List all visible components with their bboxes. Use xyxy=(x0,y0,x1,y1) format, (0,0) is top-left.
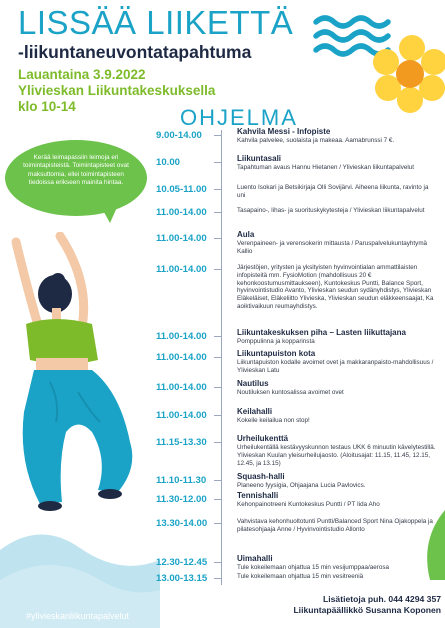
program-time: 11.00-14.00 xyxy=(156,264,207,275)
program-entry-desc: Kokeile keilailua non stop! xyxy=(237,417,310,424)
program-entry xyxy=(237,407,437,425)
program-entry-title: Urheilukenttä xyxy=(237,434,289,443)
program-time: 10.00 xyxy=(156,157,181,168)
program-time: 11.10-11.30 xyxy=(156,475,207,486)
program-entry-desc: Planeeno fyysigia, Ohjaajana Lucia Pavlovics. xyxy=(237,482,366,489)
program-entry-desc: Kehonpainotreeni Kuntokeskus Puntti / PT Iida Aho xyxy=(237,501,380,508)
program-entry xyxy=(237,184,437,200)
program-entry-title: Kahvila Messi - Infopiste xyxy=(237,127,331,136)
program-entry-desc: Pomppulinna ja kopparinsta xyxy=(237,338,315,345)
program-entry xyxy=(237,379,437,397)
program-time: 11.30-12.00 xyxy=(156,494,207,505)
program-entry xyxy=(237,491,437,509)
event-subtitle: -liikuntaneuvontatapahtuma xyxy=(18,42,252,62)
program-time: 11.00-14.00 xyxy=(156,331,207,342)
program-entry xyxy=(237,154,437,172)
program-entry xyxy=(237,127,437,145)
program-entry-desc: Tapahtuman avaus Hannu Hietanen / Ylivieskan liikuntapalvelut xyxy=(237,164,415,171)
program-entry-title: Liikuntakeskuksen piha – Lasten liikuttajana xyxy=(237,328,406,337)
event-date: Lauantaina 3.9.2022 xyxy=(18,67,146,82)
program-entry-title: Squash-halli xyxy=(237,472,285,481)
program-entry-desc: Urheilukentällä kestävyyskunnon testaus UKK 6 minuutin kävelytestillä. Ylivieskan Kuulan yleisurheilujaosto. (Aloitusajat: 11.15, 11.45, 12.15, 12.45, ja 13.15) xyxy=(237,444,436,467)
program-entry xyxy=(237,328,437,346)
program-entry-title: Nautilus xyxy=(237,379,269,388)
program-time: 11.00-14.00 xyxy=(156,382,207,393)
hashtag: #ylivieskanliikuntapalvelut xyxy=(26,611,130,621)
program-entry-desc: Tasapaino-, lihas- ja suorituskykytesteja / Ylivieskan liikuntapalvelut xyxy=(237,207,425,214)
bubble-tail xyxy=(100,205,118,223)
program-time: 13.30-14.00 xyxy=(156,518,208,529)
program-entry xyxy=(237,264,437,311)
program-entry-title: Liikuntapuiston kota xyxy=(237,349,316,358)
program-time: 11.00-14.00 xyxy=(156,410,207,421)
program-entry xyxy=(237,434,437,467)
program-entry-title: Keilahalli xyxy=(237,407,273,416)
program-entry xyxy=(237,472,437,490)
program-entry-title: Tennishalli xyxy=(237,491,279,500)
program-heading: OHJELMA xyxy=(180,105,298,130)
program-entry-title: Uimahalli xyxy=(237,554,273,563)
flower-icon xyxy=(370,34,445,114)
bubble-text: Kerää leimapassiin leimoja eri toimintapisteistä. Toimintapisteet ovat maksuttomia, ellei toimintapisteen tiedoissa erikseen mainita hintaa. xyxy=(23,154,129,187)
program-entry-desc: Liikuntapuiston kodalle avoimet ovet ja makkaranpaisto-mahdollisuus / Ylivieskan Latu xyxy=(237,359,434,374)
program-time: 11.00-14.00 xyxy=(156,233,207,244)
program-time: 11.00-14.00 xyxy=(156,207,207,218)
program-entry xyxy=(237,518,437,534)
program-entry-desc: Noutiluksen kuntosalissa avoimet ovet xyxy=(237,389,344,396)
program-entry-title: Liikuntasali xyxy=(237,154,282,163)
event-title: LISSÄÄ LIIKETTÄ xyxy=(18,4,294,41)
program-time: 12.30-12.45 xyxy=(156,557,208,568)
event-time: klo 10-14 xyxy=(18,99,76,114)
program-entry-desc: Tule kokeilemaan ohjattua 15 min vesitreeniä xyxy=(237,573,364,580)
program-entry-desc: Kahvila palvelee, suolaista ja makeaa. Aamabrunssi 7 €. xyxy=(237,137,395,144)
program-entry xyxy=(237,573,437,581)
program-entry-desc: Tule kokeilemaan ohjattua 15 min vesijumppaa/aerosa xyxy=(237,564,390,571)
event-location: Ylivieskan Liikuntakeskuksella xyxy=(18,83,216,98)
contact-phone: Lisätietoja puh. 044 4294 357 xyxy=(323,594,441,604)
contact-info xyxy=(255,594,441,615)
program-entry xyxy=(237,230,437,256)
program-time: 11.00-14.00 xyxy=(156,352,207,363)
program-time: 11.15-13.30 xyxy=(156,437,207,448)
program-entry xyxy=(237,349,437,375)
program-entry-desc: Vahvistava kehonhuoltotunti Puntti/Balanced Sport Nina Ojakoppela ja pilatesohjaaja Anne / Hyvinvointistudio Allonto xyxy=(237,518,433,533)
program-entry xyxy=(237,207,437,215)
program-entry-desc: Järjestöjen, yritysten ja yksityisten hyvinvointialan ammattilaisten infopisteitä mm. FysioMotion (mahdollisuus 20 € kehonkoostumusmittaukseen), Kuntokeskus Puntti, Balance Sport, hyvinvointistudio Avanto, Ylivieskan seudun sydänyhdistys, Ylivieskan Eläkeläiset, Eläkeliitto Ylivieska, Ylivieskan seudun eläkkeensaajat, Ka aoiktivaikuun reumayhdistys. xyxy=(237,264,434,310)
contact-name: Liikuntapäällikkö Susanna Koponen xyxy=(293,604,441,615)
program-time: 13.00-13.15 xyxy=(156,573,208,584)
program-entry xyxy=(237,554,437,572)
program-time: 10.05-11.00 xyxy=(156,184,207,195)
program-entry-desc: Verenpaineen- ja verensokerin mittausta / Paruspalvelukuntayhtymä Kallio xyxy=(237,240,428,255)
jumping-woman-illustration xyxy=(0,232,175,532)
program-time: 9.00-14.00 xyxy=(156,130,202,141)
program-entry-desc: Luento Isokari ja Betsikirjaja Olli Sovijärvi. Aiheena liikunta, ravinto ja uni xyxy=(237,184,429,199)
program-entry-title: Aula xyxy=(237,230,255,239)
